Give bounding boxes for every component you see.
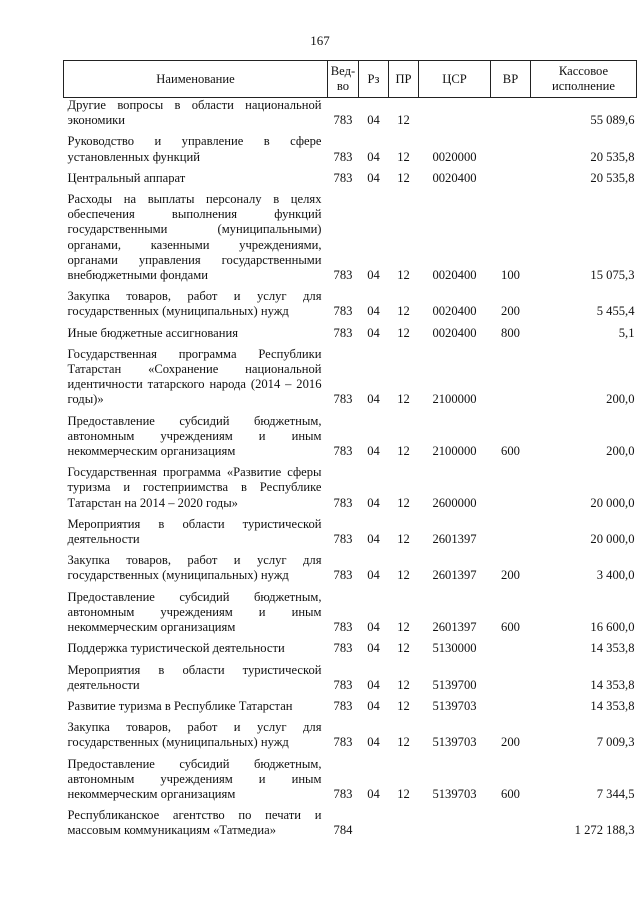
cell-name: Другие вопросы в области национальной экономики — [67, 98, 322, 128]
cell-csr: 2100000 — [432, 392, 477, 407]
header-ved: Вед- во — [328, 61, 359, 98]
budget-table — [63, 60, 637, 844]
cell-vr — [491, 98, 531, 134]
page-number: 167 — [310, 33, 330, 48]
cell-rz: 04 — [367, 149, 380, 164]
cell-csr: 5139703 — [432, 735, 477, 750]
cell-ved: 783 — [333, 786, 353, 801]
cell-ved: 783 — [333, 444, 353, 459]
cell-ved: 783 — [333, 325, 353, 340]
table-row — [64, 640, 637, 661]
cell-pr — [389, 807, 419, 843]
cell-ved: 783 — [333, 392, 353, 407]
cell-csr: 2601397 — [432, 532, 477, 547]
cell-amount: 1 272 188,3 — [574, 823, 635, 838]
cell-amount: 14 353,8 — [590, 677, 635, 692]
cell-rz: 04 — [367, 786, 380, 801]
header-pr: ПР — [389, 61, 419, 98]
cell-rz — [359, 807, 389, 843]
cell-vr — [491, 516, 531, 552]
cell-ved: 783 — [333, 698, 353, 713]
cell-name: Развитие туризма в Республике Татарстан — [67, 698, 293, 713]
cell-pr: 12 — [397, 444, 410, 459]
cell-amount: 14 353,8 — [590, 698, 635, 713]
cell-ved: 784 — [333, 823, 353, 838]
cell-pr: 12 — [397, 170, 410, 185]
cell-ved: 783 — [333, 149, 353, 164]
cell-rz: 04 — [367, 444, 380, 459]
cell-csr: 5139703 — [432, 786, 477, 801]
cell-vr: 100 — [501, 268, 520, 283]
cell-vr — [491, 464, 531, 516]
table-body — [64, 98, 637, 844]
cell-name: Предоставление субсидий бюджетным, автономным учреждениям и иным некоммерческим организациям — [67, 589, 322, 635]
table-row — [64, 516, 637, 552]
cell-amount: 20 535,8 — [590, 149, 635, 164]
cell-ved: 783 — [333, 620, 353, 635]
table-row — [64, 98, 637, 134]
cell-rz: 04 — [367, 532, 380, 547]
table-header-row — [64, 61, 637, 98]
table-row — [64, 698, 637, 719]
cell-name: Закупка товаров, работ и услуг для государственных (муниципальных) нужд — [67, 553, 322, 583]
cell-ved: 783 — [333, 170, 353, 185]
cell-amount: 200,0 — [606, 444, 635, 459]
cell-vr: 800 — [501, 325, 520, 340]
cell-vr — [491, 662, 531, 698]
cell-pr: 12 — [397, 677, 410, 692]
cell-csr: 0020400 — [432, 325, 477, 340]
cell-vr — [491, 698, 531, 719]
table-row — [64, 719, 637, 755]
cell-name: Мероприятия в области туристической деятельности — [67, 662, 322, 692]
cell-amount: 7 344,5 — [596, 786, 635, 801]
header-amount: Кассовое исполнение — [531, 61, 637, 98]
cell-rz: 04 — [367, 620, 380, 635]
cell-amount: 20 000,0 — [590, 495, 635, 510]
cell-pr: 12 — [397, 568, 410, 583]
cell-vr — [491, 133, 531, 169]
cell-ved: 783 — [333, 677, 353, 692]
cell-amount: 20 000,0 — [590, 532, 635, 547]
header-vr: ВР — [491, 61, 531, 98]
cell-csr: 5139703 — [432, 698, 477, 713]
cell-amount: 5 455,4 — [596, 304, 635, 319]
cell-rz: 04 — [367, 735, 380, 750]
cell-rz: 04 — [367, 495, 380, 510]
cell-rz: 04 — [367, 677, 380, 692]
cell-csr: 0020400 — [432, 268, 477, 283]
cell-pr: 12 — [397, 786, 410, 801]
cell-pr: 12 — [397, 641, 410, 656]
cell-csr — [419, 807, 491, 843]
cell-amount: 15 075,3 — [590, 268, 635, 283]
cell-vr — [491, 807, 531, 843]
cell-name: Республиканское агентство по печати и массовым коммуникациям «Татмедиа» — [67, 808, 322, 838]
cell-csr: 0020400 — [432, 170, 477, 185]
cell-rz: 04 — [367, 170, 380, 185]
cell-csr: 5130000 — [432, 641, 477, 656]
cell-ved: 783 — [333, 304, 353, 319]
cell-rz: 04 — [367, 304, 380, 319]
cell-rz: 04 — [367, 641, 380, 656]
cell-vr: 600 — [501, 620, 520, 635]
cell-pr: 12 — [397, 304, 410, 319]
cell-ved: 783 — [333, 113, 353, 128]
cell-csr: 2600000 — [432, 495, 477, 510]
cell-name: Государственная программа «Развитие сферы туризма и гостеприимства в Республике Татарстан на 2014 – 2020 годы» — [67, 465, 322, 510]
table-row — [64, 346, 637, 413]
cell-csr: 0020400 — [432, 304, 477, 319]
cell-amount: 3 400,0 — [596, 568, 635, 583]
table-row — [64, 662, 637, 698]
cell-ved: 783 — [333, 495, 353, 510]
cell-name: Мероприятия в области туристической деятельности — [67, 516, 322, 547]
cell-ved: 783 — [333, 532, 353, 547]
table-row — [64, 464, 637, 516]
table-row — [64, 170, 637, 191]
cell-pr: 12 — [397, 532, 410, 547]
cell-amount: 14 353,8 — [590, 641, 635, 656]
cell-vr — [491, 346, 531, 413]
cell-pr: 12 — [397, 325, 410, 340]
cell-pr: 12 — [397, 735, 410, 750]
cell-name: Закупка товаров, работ и услуг для государственных (муниципальных) нужд — [67, 720, 322, 750]
cell-csr: 2601397 — [432, 568, 477, 583]
cell-pr: 12 — [397, 268, 410, 283]
cell-name: Расходы на выплаты персоналу в целях обеспечения выполнения функций государственными (муниципальными) органами, казенными учреждениями, органами управления государственными внебюджетными фондами — [67, 192, 322, 283]
cell-amount: 55 089,6 — [590, 113, 635, 128]
cell-amount: 16 600,0 — [590, 620, 635, 635]
table-row — [64, 413, 637, 465]
cell-rz: 04 — [367, 698, 380, 713]
header-name: Наименование — [64, 61, 328, 98]
cell-ved: 783 — [333, 268, 353, 283]
cell-pr: 12 — [397, 392, 410, 407]
cell-name: Предоставление субсидий бюджетным, автономным учреждениям и иным некоммерческим организациям — [67, 413, 322, 459]
header-csr: ЦСР — [419, 61, 491, 98]
cell-name: Закупка товаров, работ и услуг для государственных (муниципальных) нужд — [67, 289, 322, 319]
cell-ved: 783 — [333, 568, 353, 583]
cell-name: Руководство и управление в сфере установленных функций — [67, 134, 322, 164]
cell-ved: 783 — [333, 641, 353, 656]
cell-csr: 2601397 — [432, 620, 477, 635]
cell-rz: 04 — [367, 113, 380, 128]
cell-rz: 04 — [367, 268, 380, 283]
cell-amount: 200,0 — [606, 392, 635, 407]
table-row — [64, 288, 637, 324]
cell-vr: 600 — [501, 786, 520, 801]
cell-name: Центральный аппарат — [67, 170, 186, 185]
header-rz: Рз — [359, 61, 389, 98]
cell-csr: 0020000 — [432, 149, 477, 164]
cell-vr: 600 — [501, 444, 520, 459]
table-row — [64, 133, 637, 169]
cell-pr: 12 — [397, 698, 410, 713]
cell-vr: 200 — [501, 735, 520, 750]
cell-name: Иные бюджетные ассигнования — [67, 325, 239, 340]
cell-rz: 04 — [367, 392, 380, 407]
cell-rz: 04 — [367, 325, 380, 340]
cell-amount: 5,1 — [618, 325, 635, 340]
cell-vr: 200 — [501, 304, 520, 319]
table-row — [64, 589, 637, 641]
table-row — [64, 191, 637, 288]
table-row — [64, 552, 637, 588]
cell-pr: 12 — [397, 620, 410, 635]
cell-name: Предоставление субсидий бюджетным, автономным учреждениям и иным некоммерческим организациям — [67, 756, 322, 801]
cell-vr — [491, 170, 531, 191]
table-row — [64, 756, 637, 808]
cell-rz: 04 — [367, 568, 380, 583]
cell-csr — [419, 98, 491, 134]
table-row — [64, 325, 637, 346]
cell-vr: 200 — [501, 568, 520, 583]
cell-csr: 5139700 — [432, 677, 477, 692]
cell-pr: 12 — [397, 495, 410, 510]
cell-name: Государственная программа Республики Татарстан «Сохранение национальной идентичности татарского народа (2014 – 2016 годы)» — [67, 346, 322, 407]
table-row — [64, 807, 637, 843]
cell-ved: 783 — [333, 735, 353, 750]
cell-pr: 12 — [397, 149, 410, 164]
cell-vr — [491, 640, 531, 661]
cell-amount: 20 535,8 — [590, 170, 635, 185]
cell-name: Поддержка туристической деятельности — [67, 641, 285, 656]
cell-pr: 12 — [397, 113, 410, 128]
cell-csr: 2100000 — [432, 444, 477, 459]
cell-amount: 7 009,3 — [596, 735, 635, 750]
